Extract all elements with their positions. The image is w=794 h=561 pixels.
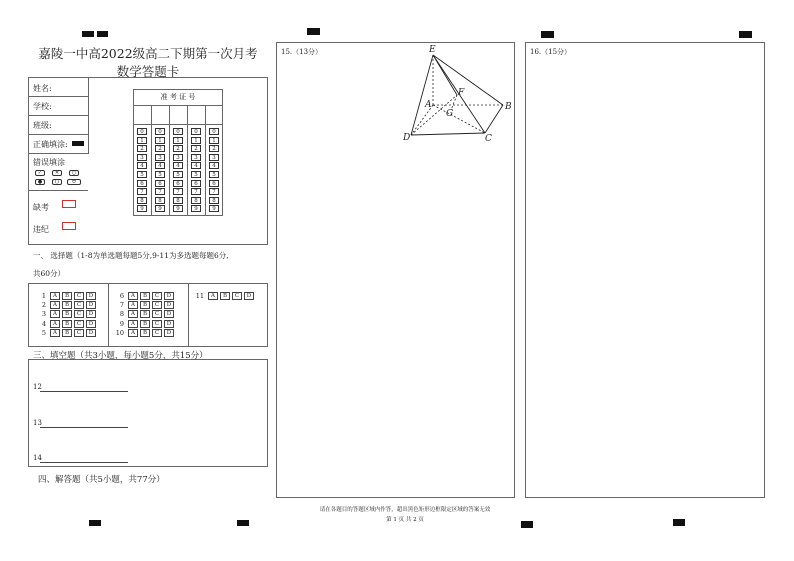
exam-id-digit-bubble[interactable]: 1 bbox=[173, 137, 183, 144]
choice-option-c[interactable]: C bbox=[74, 320, 84, 328]
blank-14-line[interactable] bbox=[40, 462, 128, 463]
violation-checkbox[interactable] bbox=[62, 222, 76, 230]
choice-option-d[interactable]: D bbox=[164, 310, 174, 318]
exam-id-digit-bubble[interactable]: 4 bbox=[191, 162, 201, 169]
exam-id-digit-bubble[interactable]: 9 bbox=[191, 205, 201, 212]
exam-id-digit-bubble[interactable]: 8 bbox=[173, 197, 183, 204]
divider bbox=[28, 134, 88, 135]
exam-id-digit-bubble[interactable]: 7 bbox=[137, 188, 147, 195]
exam-id-digit-bubble[interactable]: 7 bbox=[209, 188, 219, 195]
exam-id-digit-bubble[interactable]: 5 bbox=[155, 171, 165, 178]
divider bbox=[28, 153, 88, 154]
exam-id-digit-bubble[interactable]: 5 bbox=[209, 171, 219, 178]
exam-id-digit-bubble[interactable]: 3 bbox=[155, 154, 165, 161]
exam-id-digit-bubble[interactable]: 2 bbox=[191, 145, 201, 152]
choice-option-b[interactable]: B bbox=[62, 320, 72, 328]
choice-option-b[interactable]: B bbox=[140, 320, 150, 328]
choice-option-b[interactable]: B bbox=[140, 301, 150, 309]
exam-id-digit-bubble[interactable]: 0 bbox=[155, 128, 165, 135]
question-number: 4 bbox=[41, 319, 46, 328]
exam-id-digit-bubble[interactable]: 3 bbox=[137, 154, 147, 161]
section1-heading: 一、 选择题（1-8为单选题每题5分,9-11为多选题每题6分, bbox=[33, 251, 229, 260]
exam-id-digit-bubble[interactable]: 7 bbox=[155, 188, 165, 195]
choice-question-row bbox=[114, 292, 176, 300]
question-number: 9 bbox=[119, 319, 124, 328]
exam-id-digit-bubble[interactable]: 9 bbox=[173, 205, 183, 212]
exam-id-digit-bubble[interactable]: 7 bbox=[173, 188, 183, 195]
exam-id-digit-bubble[interactable]: 5 bbox=[191, 171, 201, 178]
choice-option-b[interactable]: B bbox=[62, 310, 72, 318]
exam-id-digit-bubble[interactable]: 8 bbox=[155, 197, 165, 204]
school-label: 学校: bbox=[33, 102, 52, 111]
divider bbox=[169, 105, 170, 216]
exam-id-digit-bubble[interactable]: 3 bbox=[209, 154, 219, 161]
question-number: 1 bbox=[41, 292, 46, 300]
oval-mark-icon: ⬭ bbox=[67, 179, 81, 185]
label-D: D bbox=[403, 133, 411, 143]
choice-option-a[interactable]: A bbox=[128, 301, 138, 309]
registration-mark bbox=[673, 519, 685, 526]
exam-id-digit-bubble[interactable]: 4 bbox=[155, 162, 165, 169]
sheet-title: 嘉陵一中高2022级高二下期第一次月考 bbox=[38, 46, 258, 61]
choice-option-b[interactable]: B bbox=[62, 329, 72, 337]
exam-id-digit-bubble[interactable]: 9 bbox=[209, 205, 219, 212]
divider bbox=[151, 105, 152, 216]
exam-id-digit-bubble[interactable]: 9 bbox=[137, 205, 147, 212]
choice-option-c[interactable]: C bbox=[152, 320, 162, 328]
label-E: E bbox=[429, 45, 436, 55]
exam-id-digit-bubble[interactable]: 0 bbox=[173, 128, 183, 135]
divider bbox=[88, 77, 89, 154]
choice-option-a[interactable]: A bbox=[208, 292, 218, 300]
choice-question-row bbox=[194, 292, 256, 300]
divider bbox=[188, 283, 189, 347]
exam-id-digit-bubble[interactable]: 8 bbox=[209, 197, 219, 204]
divider bbox=[133, 124, 223, 125]
exam-id-digit-bubble[interactable]: 2 bbox=[137, 145, 147, 152]
question-number: 3 bbox=[41, 310, 46, 319]
choice-option-a[interactable]: A bbox=[50, 329, 60, 337]
label-F: F bbox=[458, 88, 465, 98]
choice-option-b[interactable]: B bbox=[62, 292, 72, 300]
choice-option-d[interactable]: D bbox=[164, 320, 174, 328]
divider bbox=[108, 283, 109, 347]
exam-id-digit-bubble[interactable]: 4 bbox=[209, 162, 219, 169]
exam-id-digit-bubble[interactable]: 9 bbox=[155, 205, 165, 212]
cross-mark-icon: ✕ bbox=[52, 170, 62, 176]
choice-option-a[interactable]: A bbox=[128, 329, 138, 337]
blank-label-12: 12 bbox=[33, 383, 42, 391]
exam-id-digit-bubble[interactable]: 1 bbox=[209, 137, 219, 144]
sheet-subtitle: 数学答题卡 bbox=[116, 64, 180, 79]
choice-option-c[interactable]: C bbox=[74, 292, 84, 300]
exam-id-digit-bubble[interactable]: 2 bbox=[155, 145, 165, 152]
choice-option-d[interactable]: D bbox=[86, 310, 96, 318]
choice-option-d[interactable]: D bbox=[86, 301, 96, 309]
section3-heading: 三、填空题（共3小题，每小题5分，共15分） bbox=[33, 351, 208, 361]
exam-id-digit-bubble[interactable]: 6 bbox=[155, 180, 165, 187]
exam-id-digit-bubble[interactable]: 6 bbox=[173, 180, 183, 187]
absent-checkbox[interactable] bbox=[62, 200, 76, 208]
exam-id-digit-bubble[interactable]: 2 bbox=[173, 145, 183, 152]
exam-id-digit-bubble[interactable]: 1 bbox=[137, 137, 147, 144]
label-A: A bbox=[425, 100, 432, 110]
exam-id-digit-bubble[interactable]: 8 bbox=[137, 197, 147, 204]
choice-option-c[interactable]: C bbox=[152, 301, 162, 309]
section1-heading-cont: 共60分） bbox=[33, 269, 66, 278]
question-number: 10 bbox=[115, 328, 124, 337]
choice-option-c[interactable]: C bbox=[152, 292, 162, 300]
label-B: B bbox=[505, 102, 512, 112]
dot-mark-icon: ● bbox=[35, 179, 45, 185]
check-mark-icon: ✓ bbox=[35, 170, 45, 176]
question-number: 7 bbox=[119, 301, 124, 310]
footer-notice: 请在各题目的答题区域内作答，超出黑色矩形边框限定区域的答案无效 bbox=[319, 507, 491, 513]
exam-id-digit-bubble[interactable]: 5 bbox=[173, 171, 183, 178]
question-number: 5 bbox=[41, 328, 46, 337]
choice-option-a[interactable]: A bbox=[128, 320, 138, 328]
choice-option-d[interactable]: D bbox=[86, 320, 96, 328]
label-G: G bbox=[446, 109, 454, 119]
class-label: 班级: bbox=[33, 121, 52, 130]
choice-option-b[interactable]: B bbox=[140, 310, 150, 318]
choice-option-d[interactable]: D bbox=[86, 329, 96, 337]
exam-id-digit-bubble[interactable]: 2 bbox=[209, 145, 219, 152]
choice-question-row bbox=[114, 301, 176, 309]
registration-mark bbox=[739, 31, 752, 38]
registration-mark bbox=[89, 520, 101, 526]
choice-question-row bbox=[114, 310, 176, 318]
blank-12-line[interactable] bbox=[40, 391, 128, 392]
exam-id-digit-bubble[interactable]: 4 bbox=[137, 162, 147, 169]
choice-option-c[interactable]: C bbox=[232, 292, 242, 300]
choice-option-a[interactable]: A bbox=[50, 292, 60, 300]
footer-page-number: 第 1 页 共 2 页 bbox=[386, 517, 424, 523]
q15-pyramid-figure bbox=[395, 40, 520, 145]
question-number: 8 bbox=[119, 310, 124, 319]
exam-id-digit-bubble[interactable]: 0 bbox=[209, 128, 219, 135]
registration-mark bbox=[237, 520, 249, 526]
exam-id-digit-bubble[interactable]: 6 bbox=[209, 180, 219, 187]
exam-id-digit-bubble[interactable]: 6 bbox=[191, 180, 201, 187]
divider bbox=[28, 115, 88, 116]
absent-label: 缺考 bbox=[33, 203, 49, 212]
choice-option-d[interactable]: D bbox=[86, 292, 96, 300]
choice-question-row bbox=[36, 329, 98, 337]
section4-heading: 四、解答题（共5小题，共77分） bbox=[38, 475, 165, 485]
choice-option-c[interactable]: C bbox=[74, 310, 84, 318]
choice-option-a[interactable]: A bbox=[50, 301, 60, 309]
blank-label-14: 14 bbox=[33, 454, 42, 462]
circle-mark-icon: ○ bbox=[69, 170, 79, 176]
violation-label: 违纪 bbox=[33, 225, 49, 234]
correct-fill-label: 正确填涂: bbox=[33, 140, 68, 149]
correct-fill-sample bbox=[72, 141, 84, 146]
divider bbox=[133, 105, 223, 106]
divider bbox=[28, 96, 88, 97]
divider bbox=[205, 105, 206, 216]
choice-option-c[interactable]: C bbox=[152, 310, 162, 318]
choice-option-b[interactable]: B bbox=[140, 329, 150, 337]
choice-question-row bbox=[114, 329, 176, 337]
exam-id-title: 准 考 证 号 bbox=[160, 93, 196, 101]
label-C: C bbox=[485, 134, 492, 144]
choice-option-c[interactable]: C bbox=[74, 329, 84, 337]
registration-mark bbox=[97, 31, 108, 37]
q16-label: 16.（15分） bbox=[530, 48, 572, 56]
wrong-fill-label: 错误填涂 bbox=[33, 158, 65, 167]
exam-id-digit-bubble[interactable]: 6 bbox=[137, 180, 147, 187]
choice-option-b[interactable]: B bbox=[220, 292, 230, 300]
bracket-mark-icon: () bbox=[52, 179, 62, 185]
choice-option-a[interactable]: A bbox=[128, 310, 138, 318]
choice-question-row bbox=[36, 292, 98, 300]
exam-id-digit-bubble[interactable]: 3 bbox=[191, 154, 201, 161]
name-label: 姓名: bbox=[33, 84, 52, 93]
choice-option-b[interactable]: B bbox=[62, 301, 72, 309]
choice-question-row bbox=[36, 301, 98, 309]
choice-option-d[interactable]: D bbox=[164, 301, 174, 309]
choice-option-c[interactable]: C bbox=[74, 301, 84, 309]
choice-option-a[interactable]: A bbox=[50, 310, 60, 318]
choice-option-d[interactable]: D bbox=[164, 292, 174, 300]
q16-answer-area[interactable] bbox=[525, 42, 765, 498]
question-number: 6 bbox=[119, 292, 124, 300]
choice-option-a[interactable]: A bbox=[50, 320, 60, 328]
exam-id-digit-bubble[interactable]: 8 bbox=[191, 197, 201, 204]
blank-label-13: 13 bbox=[33, 419, 42, 427]
divider bbox=[28, 190, 88, 191]
choice-option-d[interactable]: D bbox=[244, 292, 254, 300]
exam-id-digit-bubble[interactable]: 3 bbox=[173, 154, 183, 161]
choice-option-c[interactable]: C bbox=[152, 329, 162, 337]
question-number: 2 bbox=[41, 301, 46, 310]
fill-blank-box bbox=[28, 359, 268, 467]
registration-mark bbox=[541, 31, 554, 38]
blank-13-line[interactable] bbox=[40, 427, 128, 428]
exam-id-digit-bubble[interactable]: 7 bbox=[191, 188, 201, 195]
exam-id-digit-bubble[interactable]: 5 bbox=[137, 171, 147, 178]
exam-id-digit-bubble[interactable]: 1 bbox=[155, 137, 165, 144]
registration-mark bbox=[307, 28, 320, 35]
exam-id-digit-bubble[interactable]: 0 bbox=[191, 128, 201, 135]
choice-question-row bbox=[36, 310, 98, 318]
q15-label: 15.（13分） bbox=[281, 48, 323, 56]
choice-option-a[interactable]: A bbox=[128, 292, 138, 300]
exam-id-digit-bubble[interactable]: 1 bbox=[191, 137, 201, 144]
exam-id-digit-bubble[interactable]: 4 bbox=[173, 162, 183, 169]
choice-question-row bbox=[114, 320, 176, 328]
exam-id-digit-bubble[interactable]: 0 bbox=[137, 128, 147, 135]
choice-option-d[interactable]: D bbox=[164, 329, 174, 337]
question-number: 11 bbox=[195, 292, 204, 300]
choice-option-b[interactable]: B bbox=[140, 292, 150, 300]
choice-question-row bbox=[36, 320, 98, 328]
divider bbox=[187, 105, 188, 216]
registration-mark bbox=[82, 31, 94, 37]
